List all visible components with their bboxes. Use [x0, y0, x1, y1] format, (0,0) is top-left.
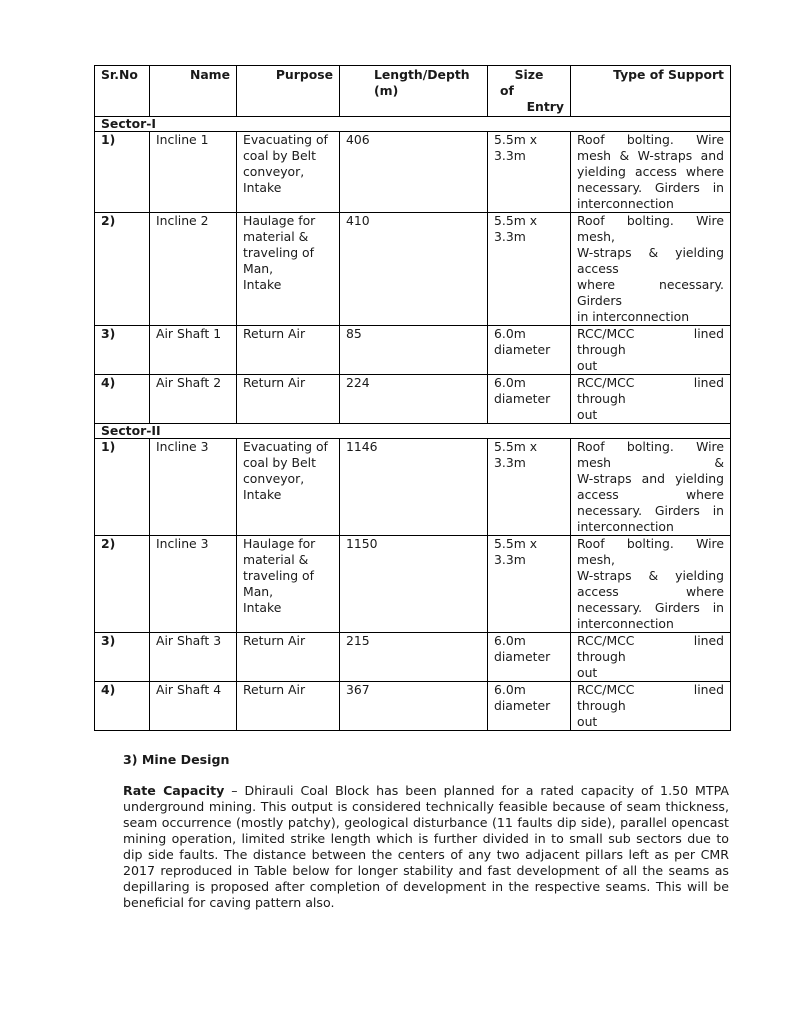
table-row	[95, 326, 731, 375]
cell-line: access where	[577, 487, 724, 502]
row-purpose	[237, 682, 340, 731]
cell-line: Return Air	[243, 682, 306, 697]
body-text: – Dhirauli Coal Block has been planned for a rated capacity of 1.50 MTPA underground mining. This output is considered technically feasible because of seam thickness, seam occurrence (mostly patchy), geological disturbance (11 faults dip side), parallel opencast mining operation, limited strike length which is further divided in to small sub sectors due to dip side faults. The distance between the centers of any two adjacent pillars left as per CMR 2017 reproduced in Table below for longer stability and fast development of all the seams as depillaring is proposed after completion of development in the respective seams. This will be beneficial for caving pattern also.	[123, 783, 729, 910]
cell-line: access where	[577, 584, 724, 599]
row-name: Incline 3	[150, 536, 237, 633]
cell-line: coal by Belt	[243, 455, 316, 470]
row-name: Air Shaft 4	[150, 682, 237, 731]
cell-line: yielding access where	[577, 164, 724, 179]
header-size-l2: of	[500, 83, 514, 98]
table-header-row	[95, 66, 731, 117]
cell-line: 6.0m	[494, 633, 526, 648]
cell-line: necessary. Girders in	[577, 180, 724, 195]
row-length: 224	[340, 375, 488, 424]
cell-line: traveling of	[243, 245, 314, 260]
cell-line: material &	[243, 552, 309, 567]
row-number: 1)	[95, 439, 150, 536]
row-number: 3)	[95, 326, 150, 375]
row-size	[488, 213, 571, 326]
row-length: 85	[340, 326, 488, 375]
header-length: Length/Depth (m)	[340, 66, 488, 117]
section-body	[123, 783, 729, 911]
row-size	[488, 375, 571, 424]
cell-line: Intake	[243, 277, 282, 292]
row-length: 1150	[340, 536, 488, 633]
cell-line: 6.0m	[494, 326, 526, 341]
row-support	[571, 213, 731, 326]
cell-line: Man,	[243, 261, 274, 276]
cell-line: Evacuating of	[243, 132, 328, 147]
row-number: 4)	[95, 682, 150, 731]
row-support	[571, 682, 731, 731]
cell-line: Haulage for	[243, 213, 316, 228]
row-purpose	[237, 132, 340, 213]
cell-line: interconnection	[577, 616, 674, 631]
row-size	[488, 633, 571, 682]
header-size-l3: Entry	[526, 99, 564, 114]
cell-line: 3.3m	[494, 455, 526, 470]
table-row	[95, 633, 731, 682]
cell-line: W-straps & yielding	[577, 245, 724, 260]
row-name: Incline 1	[150, 132, 237, 213]
row-support	[571, 633, 731, 682]
row-number: 1)	[95, 132, 150, 213]
cell-line: 5.5m x	[494, 132, 538, 147]
cell-line: out	[577, 665, 598, 680]
row-length: 215	[340, 633, 488, 682]
sector-title: Sector-I	[95, 117, 731, 132]
body-lead: Rate Capacity	[123, 783, 225, 798]
cell-line: RCC/MCC lined	[577, 633, 724, 648]
row-name: Incline 3	[150, 439, 237, 536]
table-row	[95, 682, 731, 731]
cell-line: RCC/MCC lined	[577, 375, 724, 390]
cell-line: mesh &	[577, 455, 724, 470]
section-heading: 3) Mine Design	[123, 752, 230, 767]
header-support: Type of Support	[571, 66, 731, 117]
cell-line: in interconnection	[577, 309, 690, 324]
cell-line: mesh,	[577, 552, 615, 567]
row-name: Air Shaft 3	[150, 633, 237, 682]
row-length: 1146	[340, 439, 488, 536]
cell-line: Intake	[243, 180, 282, 195]
cell-line: 5.5m x	[494, 213, 538, 228]
cell-line: Haulage for	[243, 536, 316, 551]
cell-line: W-straps & yielding	[577, 568, 724, 583]
cell-line: coal by Belt	[243, 148, 316, 163]
cell-line: 3.3m	[494, 229, 526, 244]
cell-line: RCC/MCC lined	[577, 326, 724, 341]
cell-line: Girders	[577, 293, 622, 308]
row-purpose	[237, 536, 340, 633]
cell-line: 3.3m	[494, 148, 526, 163]
row-size	[488, 132, 571, 213]
cell-line: out	[577, 407, 598, 422]
cell-line: W-straps and yielding	[577, 471, 724, 486]
cell-line: mesh & W-straps and	[577, 148, 724, 163]
row-purpose	[237, 213, 340, 326]
cell-line: through	[577, 649, 626, 664]
cell-line: mesh,	[577, 229, 615, 244]
row-number: 2)	[95, 213, 150, 326]
row-support	[571, 536, 731, 633]
header-srno: Sr.No	[95, 66, 150, 117]
row-length: 367	[340, 682, 488, 731]
table-row	[95, 213, 731, 326]
cell-line: diameter	[494, 391, 551, 406]
row-size	[488, 439, 571, 536]
cell-line: access	[577, 261, 619, 276]
row-purpose	[237, 439, 340, 536]
support-table	[94, 65, 731, 731]
cell-line: conveyor,	[243, 164, 305, 179]
table-row	[95, 536, 731, 633]
cell-line: Evacuating of	[243, 439, 328, 454]
cell-line: Roof bolting. Wire	[577, 132, 724, 147]
cell-line: out	[577, 358, 598, 373]
cell-line: 6.0m	[494, 375, 526, 390]
row-length: 406	[340, 132, 488, 213]
sector-title: Sector-II	[95, 424, 731, 439]
row-size	[488, 536, 571, 633]
cell-line: Intake	[243, 487, 282, 502]
row-name: Air Shaft 1	[150, 326, 237, 375]
cell-line: Intake	[243, 600, 282, 615]
cell-line: where necessary.	[577, 277, 724, 292]
cell-line: 5.5m x	[494, 536, 538, 551]
cell-line: 6.0m	[494, 682, 526, 697]
header-size-l1: Size	[514, 67, 544, 82]
row-size	[488, 326, 571, 375]
cell-line: RCC/MCC lined	[577, 682, 724, 697]
cell-line: conveyor,	[243, 471, 305, 486]
cell-line: traveling of	[243, 568, 314, 583]
sector-row	[95, 424, 731, 439]
cell-line: Return Air	[243, 633, 306, 648]
table-row	[95, 375, 731, 424]
table-row	[95, 439, 731, 536]
cell-line: diameter	[494, 649, 551, 664]
row-purpose	[237, 326, 340, 375]
cell-line: through	[577, 342, 626, 357]
cell-line: 3.3m	[494, 552, 526, 567]
cell-line: through	[577, 698, 626, 713]
row-support	[571, 326, 731, 375]
cell-line: Man,	[243, 584, 274, 599]
cell-line: 5.5m x	[494, 439, 538, 454]
cell-line: through	[577, 391, 626, 406]
row-length: 410	[340, 213, 488, 326]
row-size	[488, 682, 571, 731]
cell-line: Return Air	[243, 326, 306, 341]
cell-line: necessary. Girders in	[577, 600, 724, 615]
header-purpose: Purpose	[237, 66, 340, 117]
row-support	[571, 439, 731, 536]
cell-line: Roof bolting. Wire	[577, 213, 724, 228]
header-size	[488, 66, 571, 117]
cell-line: Roof bolting. Wire	[577, 439, 724, 454]
row-number: 3)	[95, 633, 150, 682]
row-purpose	[237, 375, 340, 424]
row-name: Incline 2	[150, 213, 237, 326]
row-purpose	[237, 633, 340, 682]
header-name: Name	[150, 66, 237, 117]
cell-line: material &	[243, 229, 309, 244]
row-number: 4)	[95, 375, 150, 424]
cell-line: diameter	[494, 698, 551, 713]
cell-line: interconnection	[577, 519, 674, 534]
row-support	[571, 132, 731, 213]
cell-line: interconnection	[577, 196, 674, 211]
sector-row	[95, 117, 731, 132]
row-support	[571, 375, 731, 424]
cell-line: out	[577, 714, 598, 729]
cell-line: Return Air	[243, 375, 306, 390]
cell-line: necessary. Girders in	[577, 503, 724, 518]
row-number: 2)	[95, 536, 150, 633]
row-name: Air Shaft 2	[150, 375, 237, 424]
cell-line: Roof bolting. Wire	[577, 536, 724, 551]
table-row	[95, 132, 731, 213]
cell-line: diameter	[494, 342, 551, 357]
